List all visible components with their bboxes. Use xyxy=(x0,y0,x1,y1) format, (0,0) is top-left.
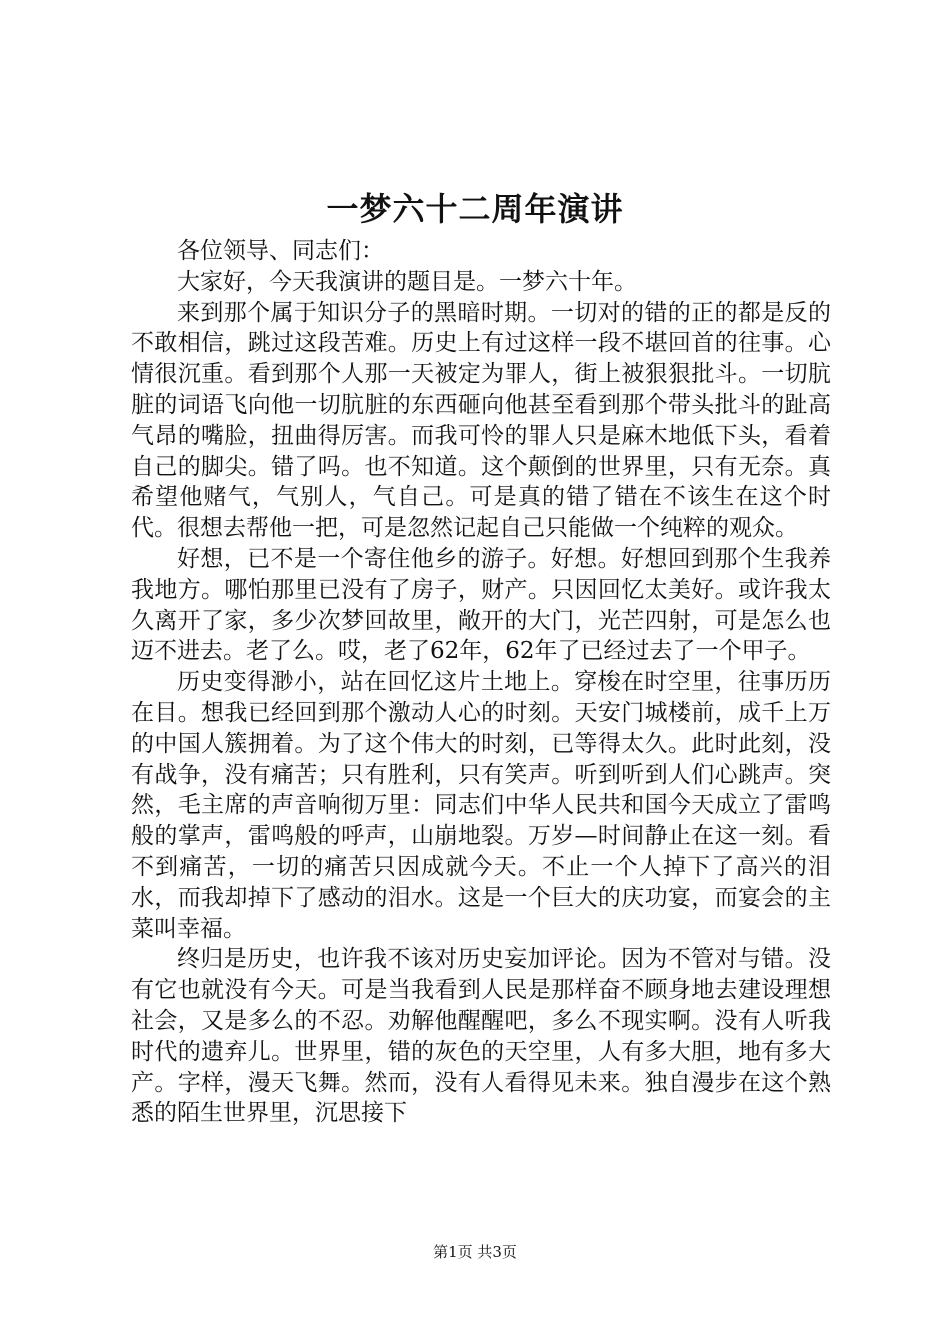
paragraph-founding: 历史变得渺小，站在回忆这片土地上。穿梭在时空里，往事历历在目。想我已经回到那个激动人心的时刻。天安门城楼前，成千上万的中国人簇拥着。为了这个伟大的时刻，已等得太久。此时此刻，没有战争，没有痛苦；只有胜利，只有笑声。听到听到人们心跳声。突然，毛主席的声音响彻万里：同志们中华人民共和国今天成立了雷鸣般的掌声，雷鸣般的呼声，山崩地裂。万岁—时间静止在这一刻。看不到痛苦，一切的痛苦只因成就今天。不止一个人掉下了高兴的泪水，而我却掉下了感动的泪水。这是一个巨大的庆功宴，而宴会的主菜叫幸福。 xyxy=(131,669,831,942)
paragraph-greeting: 各位领导、同志们： xyxy=(177,238,384,264)
document-body xyxy=(131,236,831,1129)
paragraph-reflection: 终归是历史，也许我不该对历史妄加评论。因为不管对与错。没有它也就没有今天。可是当我看到人民是那样奋不顾身地去建设理想社会，又是多么的不忍。劝解他醒醒吧，多么不现实啊。没有人听我时代的遗弃儿。世界里，错的灰色的天空里，人有多大胆，地有多大产。字样，漫天飞舞。然而，没有人看得见未来。独自漫步在这个熟悉的陌生世界里，沉思接下 xyxy=(131,946,831,1127)
paragraph-dark-period: 来到那个属于知识分子的黑暗时期。一切对的错的正的都是反的不敢相信，跳过这段苦难。历史上有过这样一段不堪回首的往事。心情很沉重。看到那个人那一天被定为罪人，街上被狠狠批斗。一切肮脏的词语飞向他一切肮脏的东西砸向他甚至看到那个带头批斗的趾高气昂的嘴脸，扭曲得厉害。而我可怜的罪人只是麻木地低下头，看着自己的脚尖。错了吗。也不知道。这个颠倒的世界里，只有无奈。真希望他赌气，气别人，气自己。可是真的错了错在不该生在这个时代。很想去帮他一把，可是忽然记起自己只能做一个纯粹的观众。 xyxy=(131,299,831,542)
paragraph-homesick: 好想，已不是一个寄住他乡的游子。好想。好想回到那个生我养我地方。哪怕那里已没有了房子，财产。只因回忆太美好。或许我太久离开了家，多少次梦回故里，敞开的大门，光芒四射，可是怎么也迈不进去。老了么。哎，老了62年，62年了已经过去了一个甲子。 xyxy=(131,545,831,665)
page-footer: 第1页 共3页 xyxy=(433,1243,517,1261)
paragraph-intro: 大家好，今天我演讲的题目是。一梦六十年。 xyxy=(177,268,637,295)
document-title: 一梦六十二周年演讲 xyxy=(326,190,624,228)
